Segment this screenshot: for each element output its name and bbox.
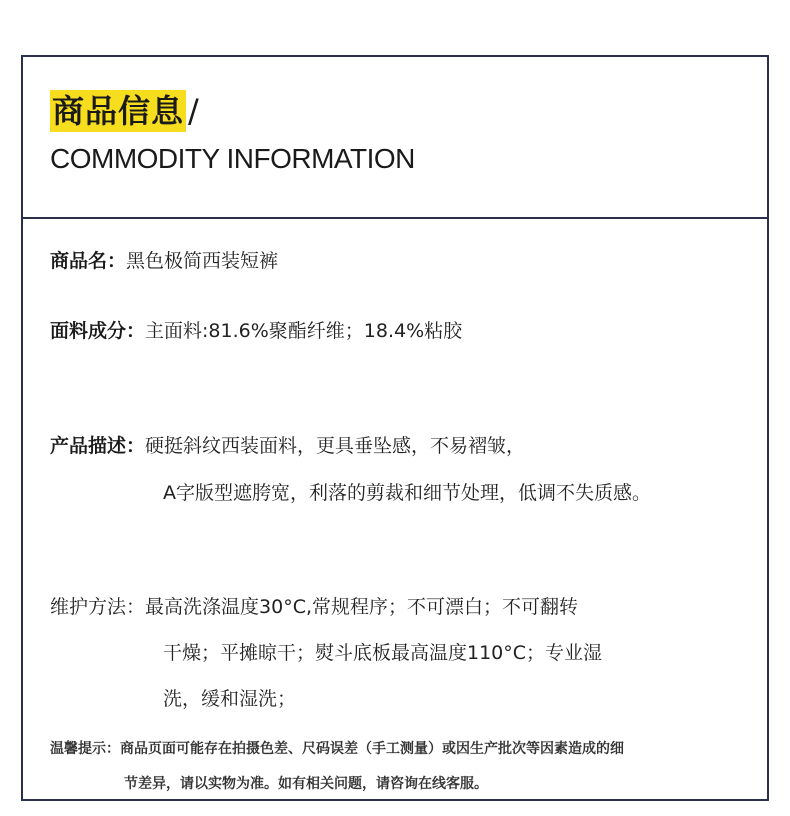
- care-label: 维护方法：: [50, 596, 146, 618]
- care-line-2: 干燥；平摊晾干；熨斗底板最高温度110°C；专业湿: [163, 642, 603, 664]
- product-name-label: 商品名：: [50, 250, 127, 272]
- care-row: [50, 596, 578, 619]
- page-subtitle: COMMODITY INFORMATION: [50, 143, 415, 174]
- info-panel: [21, 55, 769, 801]
- description-label: 产品描述：: [50, 435, 146, 457]
- product-name-row: [50, 250, 278, 273]
- fabric-value: 主面料:81.6%聚酯纤维；18.4%粘胶: [145, 320, 463, 342]
- page-title: 商品信息: [52, 92, 185, 130]
- title-slash: /: [188, 92, 199, 130]
- description-line-1: 硬挺斜纹西装面料，更具垂坠感，不易褶皱，: [145, 435, 526, 457]
- description-line-2: A字版型遮胯宽，利落的剪裁和细节处理，低调不失质感。: [163, 482, 651, 504]
- care-line-1: 最高洗涤温度30°C,常规程序；不可漂白；不可翻转: [145, 596, 578, 618]
- notice-line-2: 节差异，请以实物为准。如有相关问题，请咨询在线客服。: [124, 776, 488, 792]
- care-line-3: 洗，缓和湿洗；: [163, 688, 297, 710]
- fabric-label: 面料成分：: [50, 320, 146, 342]
- product-name-value: 黑色极简西装短裤: [126, 250, 279, 272]
- fabric-row: [50, 320, 462, 343]
- notice-line-1: 商品页面可能存在拍摄色差、尺码误差（手工测量）或因生产批次等因素造成的细: [120, 741, 624, 757]
- title-block: [50, 86, 199, 132]
- description-row: [50, 435, 525, 458]
- info-header: [23, 57, 767, 219]
- notice-label: 温馨提示：: [50, 741, 120, 757]
- notice-row: [50, 738, 624, 758]
